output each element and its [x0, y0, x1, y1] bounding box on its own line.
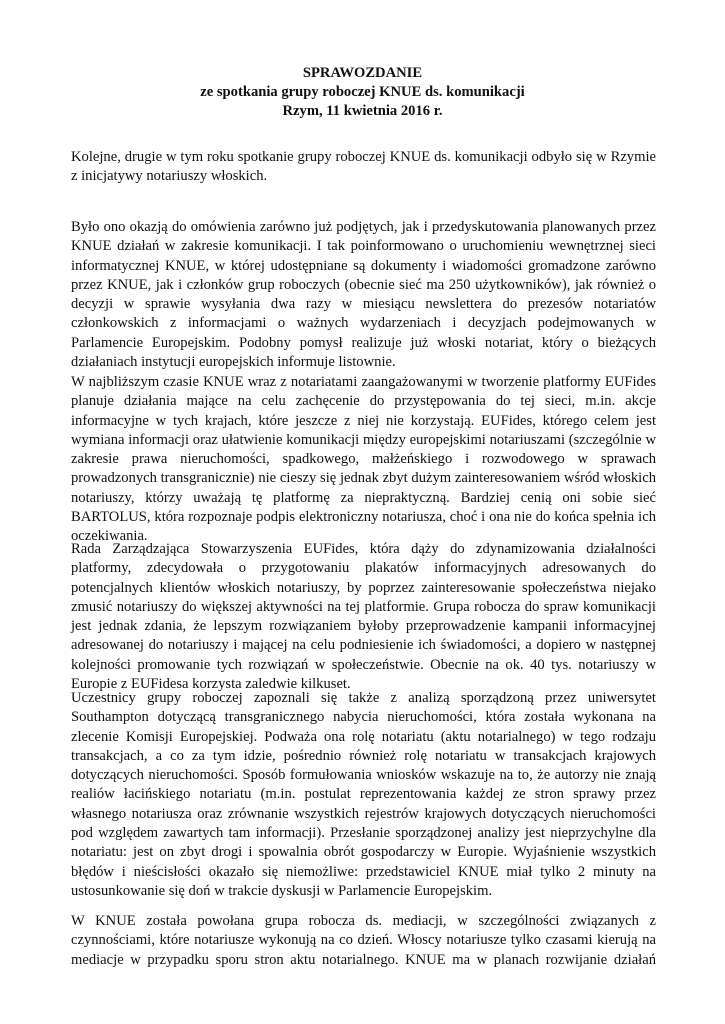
text-line: Uczestnicy grupy roboczej zapoznali się także z analizą sporządzoną przez uniwersytet [71, 690, 656, 706]
text-line: kolejności promowanie tych rozwiązań w społeczeństwie. Obecnie na ok. 40 tys. notariuszy w [71, 656, 656, 673]
text-line: ustosunkowanie się doń w trakcie dyskusji w Parlamencie Europejskim. [71, 882, 493, 899]
text-line: oczekiwania. [71, 528, 148, 545]
text-line: BARTOLUS, która rozpoznaje podpis elektroniczny notariusza, choć i ona nie do końca spełnia ich [71, 509, 656, 526]
text-line: Southampton dotyczącą transgranicznego nabycia nieruchomości, która została wykonana na [71, 709, 656, 726]
text-line: realiów łacińskiego notariatu (m.in. postulat reprezentowania każdej ze stron sprawy przez [71, 786, 656, 803]
paragraph-5 [71, 689, 656, 901]
text-line: działaniach instytucji europejskich informuje listownie. [71, 354, 396, 371]
text-line: W najbliższym czasie KNUE wraz z notariatami zaangażowanymi w tworzenie platformy EUFides [71, 374, 656, 390]
text-line: Parlamencie Europejskim. Podobny pomysł realizuje już włoski notariat, który o bieżących [71, 334, 656, 351]
document-place-date: Rzym, 11 kwietnia 2016 r. [282, 103, 443, 119]
document-title: SPRAWOZDANIE [302, 65, 423, 81]
text-line: transakcjach, a co za tym idzie, pośrednio również rolę notariatu w transakcjach krajowych [71, 747, 656, 764]
paragraph-2 [71, 218, 656, 372]
text-line: planuje działania mające na celu zachęcenie do przystępowania do tej sieci, m.in. akcje [71, 393, 656, 410]
text-line: Rada Zarządzająca Stowarzyszenia EUFides, która dąży do zdynamizowania działalności [71, 541, 656, 557]
text-line: przez KNUE, jak i członków grup roboczych (obecnie sieć ma 250 użytkowników), jak również o [71, 276, 656, 293]
text-line: Kolejne, drugie w tym roku spotkanie grupy roboczej KNUE ds. komunikacji odbyło się w Rzymie [71, 149, 656, 165]
paragraph-6 [71, 912, 656, 970]
text-line: własnego notariusza oraz zrównanie wszystkich rejestrów krajowych dotyczących nieruchomości [71, 805, 656, 822]
text-line: jest jednak zdania, że lepszym rozwiązaniem byłoby przeprowadzenie kampanii informacyjnej [71, 618, 656, 635]
text-line: prowadzonych transgranicznie) nie cieszy się jednak zbyt dużym zainteresowaniem wśród włoskich [71, 470, 656, 487]
text-line: notariatu: jest on zbyt drogi i spowalnia obrót gospodarczy w Europie. Wyjaśnienie wszystkich [71, 844, 656, 861]
text-line: informacyjne w tych krajach, które jeszcze z niej nie korzystają. EUFides, którego celem jest [71, 412, 656, 429]
text-line: decyzji w sprawie wysyłania dwa razy w miesiącu newslettera do prezesów notariatów [71, 296, 656, 313]
text-line: adresowanej do notariuszy i mającej na celu podniesienie ich świadomości, a dopiero w następnej [71, 637, 656, 654]
document-subtitle: ze spotkania grupy roboczej KNUE ds. komunikacji [200, 84, 525, 100]
text-line: wymiana informacji oraz ułatwienie komunikacji między europejskimi notariuszami (szczególnie w [71, 431, 656, 448]
paragraph-4 [71, 540, 656, 694]
text-line: zmusić notariuszy do większej aktywności na tej platformie. Grupa robocza do spraw komunikacji [71, 598, 656, 615]
text-line: Było ono okazją do omówienia zarówno już podjętych, jak i przedyskutowania planowanych przez [71, 219, 656, 235]
text-line: czynnościami, które notariusze wykonują na co dzień. Włoscy notariusze tylko czasami kierują na [71, 932, 656, 949]
text-line: członkowskich z informacjami o ważnych wydarzeniach i decyzjach podejmowanych w [71, 315, 656, 332]
text-line: KNUE działań w zakresie komunikacji. I tak poinformowano o uruchomieniu wewnętrznej sieci [71, 238, 656, 255]
paragraph-3 [71, 373, 656, 547]
text-line: z inicjatywy notariuszy włoskich. [71, 168, 268, 185]
text-line: pod względem zawartych tam informacji). Przesłanie sporządzonej analizy jest nieprzychylne dla [71, 825, 656, 842]
document-header [0, 64, 725, 121]
text-line: informatycznej KNUE, w której udostępniane są dokumenty i wiadomości gromadzone zarówno [71, 257, 656, 274]
text-line: potencjalnych klientów włoskich notariuszy, by poprzez zainteresowanie społeczeństwa niejako [71, 579, 656, 596]
text-line: platformy, zdecydowała o przygotowaniu plakatów informacyjnych adresowanych do [71, 560, 656, 577]
text-line: zakresie prawa nieruchomości, spadkowego, małżeńskiego i rozwodowego w sprawach [71, 451, 656, 468]
text-line: błędów i nieścisłości okazało się niemożliwe: przedstawiciel KNUE miał tylko 2 minuty na [71, 863, 656, 880]
text-line: notariuszy, którzy uważają tę platformę za niepraktyczną. Bardziej cenią oni sobie sieć [71, 489, 656, 506]
paragraph-1 [71, 148, 656, 187]
text-line: mediacje w przypadku sporu stron aktu notarialnego. KNUE ma w planach rozwijanie działań [71, 951, 656, 968]
text-line: W KNUE została powołana grupa robocza ds. mediacji, w szczególności związanych z [71, 913, 656, 929]
text-line: zlecenie Komisji Europejskiej. Podważa ona rolę notariatu (aktu notarialnego) w tego rodzaju [71, 728, 656, 745]
text-line: dotyczących nieruchomości. Sposób formułowania wniosków wskazuje na to, że autorzy nie znają [71, 767, 656, 784]
text-line: Europie z EUFidesa korzysta zaledwie kilkuset. [71, 676, 351, 693]
